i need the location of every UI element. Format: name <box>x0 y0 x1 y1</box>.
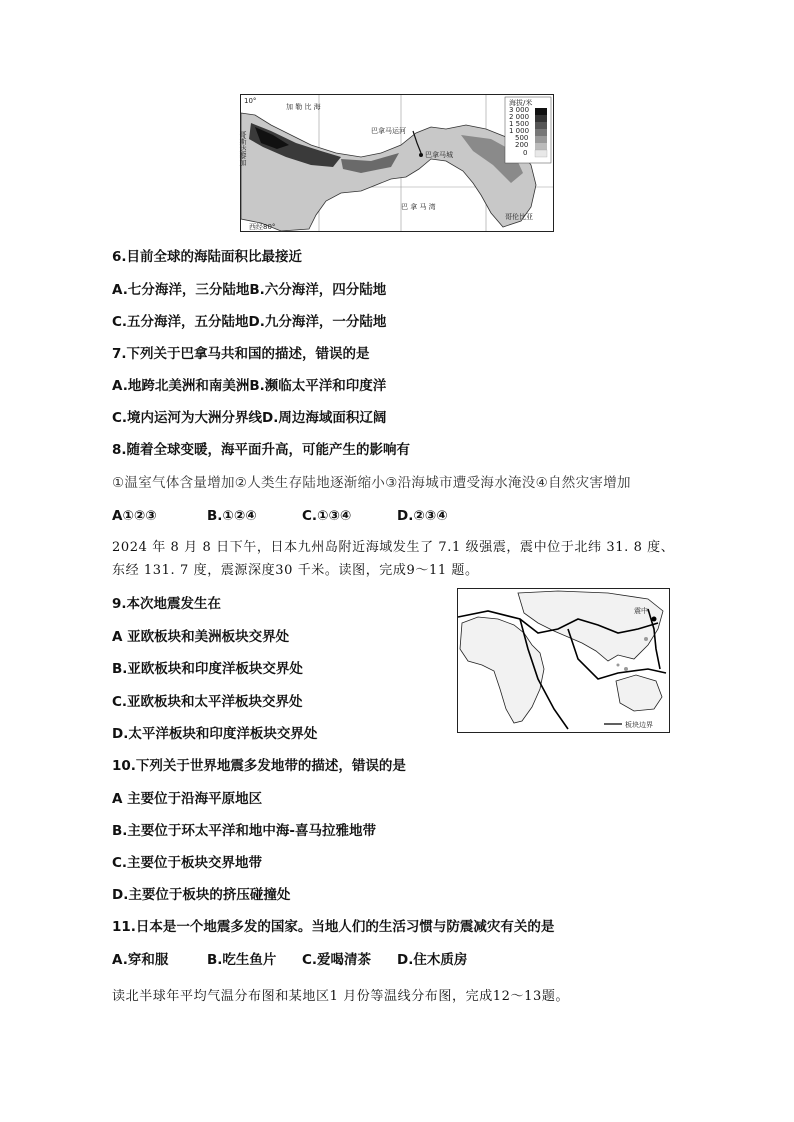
q7-options-row2 <box>112 409 386 427</box>
q11-option-a[interactable]: A.穿和服 <box>112 952 169 968</box>
svg-text:500: 500 <box>515 134 529 142</box>
q10-option-d[interactable]: D.主要位于板块的挤压碰撞处 <box>112 887 291 903</box>
svg-text:2 000: 2 000 <box>509 113 530 121</box>
svg-text:哥伦比亚: 哥伦比亚 <box>505 213 533 221</box>
q11-option-d[interactable]: D.住木质房 <box>397 952 468 968</box>
q11-options <box>112 951 467 969</box>
q9-option-d[interactable]: D.太平洋板块和印度洋板块交界处 <box>112 726 318 742</box>
svg-text:巴拿马运河: 巴拿马运河 <box>371 127 406 135</box>
plate-boundary-map <box>457 588 670 733</box>
q6-option-c[interactable]: C.五分海洋，五分陆地 <box>112 314 249 330</box>
svg-text:哥斯达黎加: 哥斯达黎加 <box>239 131 247 166</box>
svg-text:巴 拿 马 湾: 巴 拿 马 湾 <box>401 203 436 211</box>
q8-option-a[interactable]: A①②③ <box>112 508 157 524</box>
q6-options-row1 <box>112 281 386 299</box>
q6-stem: 6.目前全球的海陆面积比最接近 <box>112 249 303 265</box>
svg-text:0: 0 <box>523 149 528 157</box>
intro-9-11-line2: 东经 131. 7 度，震源深度30 千米。读图，完成9～11 题。 <box>112 563 479 578</box>
australia-landmass <box>616 675 662 711</box>
q8-statements: ①温室气体含量增加②人类生存陆地逐渐缩小③沿海城市遭受海水淹没④自然灾害增加 <box>112 475 631 491</box>
svg-text:1 500: 1 500 <box>509 120 530 128</box>
svg-text:200: 200 <box>515 141 529 149</box>
q9-option-b[interactable]: B.亚欧板块和印度洋板块交界处 <box>112 661 303 677</box>
plate-map-svg <box>458 589 669 732</box>
q7-options-row1 <box>112 377 386 395</box>
svg-text:加 勒 比 海: 加 勒 比 海 <box>286 103 321 111</box>
q8-stem: 8.随着全球变暖，海平面升高，可能产生的影响有 <box>112 442 411 458</box>
panama-relief-map <box>240 94 554 232</box>
q8-option-c[interactable]: C.①③④ <box>302 508 352 524</box>
q11-option-c[interactable]: C.爱喝清茶 <box>302 952 372 968</box>
q7-option-c[interactable]: C.境内运河为大洲分界线 <box>112 410 263 426</box>
q7-option-a[interactable]: A.地跨北美洲和南美洲 <box>112 378 250 394</box>
q10-stem: 10.下列关于世界地震多发地带的描述，错误的是 <box>112 758 406 774</box>
q9-stem: 9.本次地震发生在 <box>112 596 222 612</box>
q6-option-b[interactable]: B.六分海洋，四分陆地 <box>249 282 387 298</box>
q9-option-c[interactable]: C.亚欧板块和太平洋板块交界处 <box>112 694 303 710</box>
q6-option-d[interactable]: D.九分海洋，一分陆地 <box>248 314 387 330</box>
africa-landmass <box>460 617 544 723</box>
q10-option-c[interactable]: C.主要位于板块交界地带 <box>112 855 263 871</box>
svg-text:板块边界: 板块边界 <box>625 721 653 729</box>
intro-12-13: 读北半球年平均气温分布图和某地区1 月份等温线分布图，完成12～13题。 <box>112 989 570 1004</box>
svg-text:西经80°: 西经80° <box>249 223 276 231</box>
svg-text:1 000: 1 000 <box>509 127 530 135</box>
q10-option-b[interactable]: B.主要位于环太平洋和地中海-喜马拉雅地带 <box>112 823 377 839</box>
q7-option-b[interactable]: B.濒临太平洋和印度洋 <box>249 378 387 394</box>
q9-option-a[interactable]: A 亚欧板块和美洲板块交界处 <box>112 629 290 645</box>
q7-stem: 7.下列关于巴拿马共和国的描述，错误的是 <box>112 346 370 362</box>
panama-map-svg <box>241 95 553 231</box>
q6-options-row2 <box>112 313 386 331</box>
svg-text:海拔/米: 海拔/米 <box>509 99 533 107</box>
q7-option-d[interactable]: D.周边海域面积辽阔 <box>262 410 387 426</box>
q8-option-b[interactable]: B.①②④ <box>207 508 257 524</box>
q8-option-d[interactable]: D.②③④ <box>397 508 448 524</box>
q11-stem: 11.日本是一个地震多发的国家。当地人们的生活习惯与防震减灾有关的是 <box>112 919 555 935</box>
asia-landmass <box>518 591 663 661</box>
svg-text:震中: 震中 <box>634 607 648 615</box>
intro-9-11-line1: 2024 年 8 月 8 日下午，日本九州岛附近海域发生了 7.1 级强震，震中位于北纬 31. 8 度、 <box>112 540 675 555</box>
q11-option-b[interactable]: B.吃生鱼片 <box>207 952 277 968</box>
svg-text:10°: 10° <box>244 97 257 105</box>
elevation-legend <box>505 97 551 163</box>
q6-option-a[interactable]: A.七分海洋，三分陆地 <box>112 282 250 298</box>
q10-option-a[interactable]: A 主要位于沿海平原地区 <box>112 791 263 807</box>
plate-legend <box>604 720 653 729</box>
svg-text:巴拿马城: 巴拿马城 <box>425 151 453 159</box>
q8-options <box>112 507 448 525</box>
svg-text:3 000: 3 000 <box>509 106 530 114</box>
